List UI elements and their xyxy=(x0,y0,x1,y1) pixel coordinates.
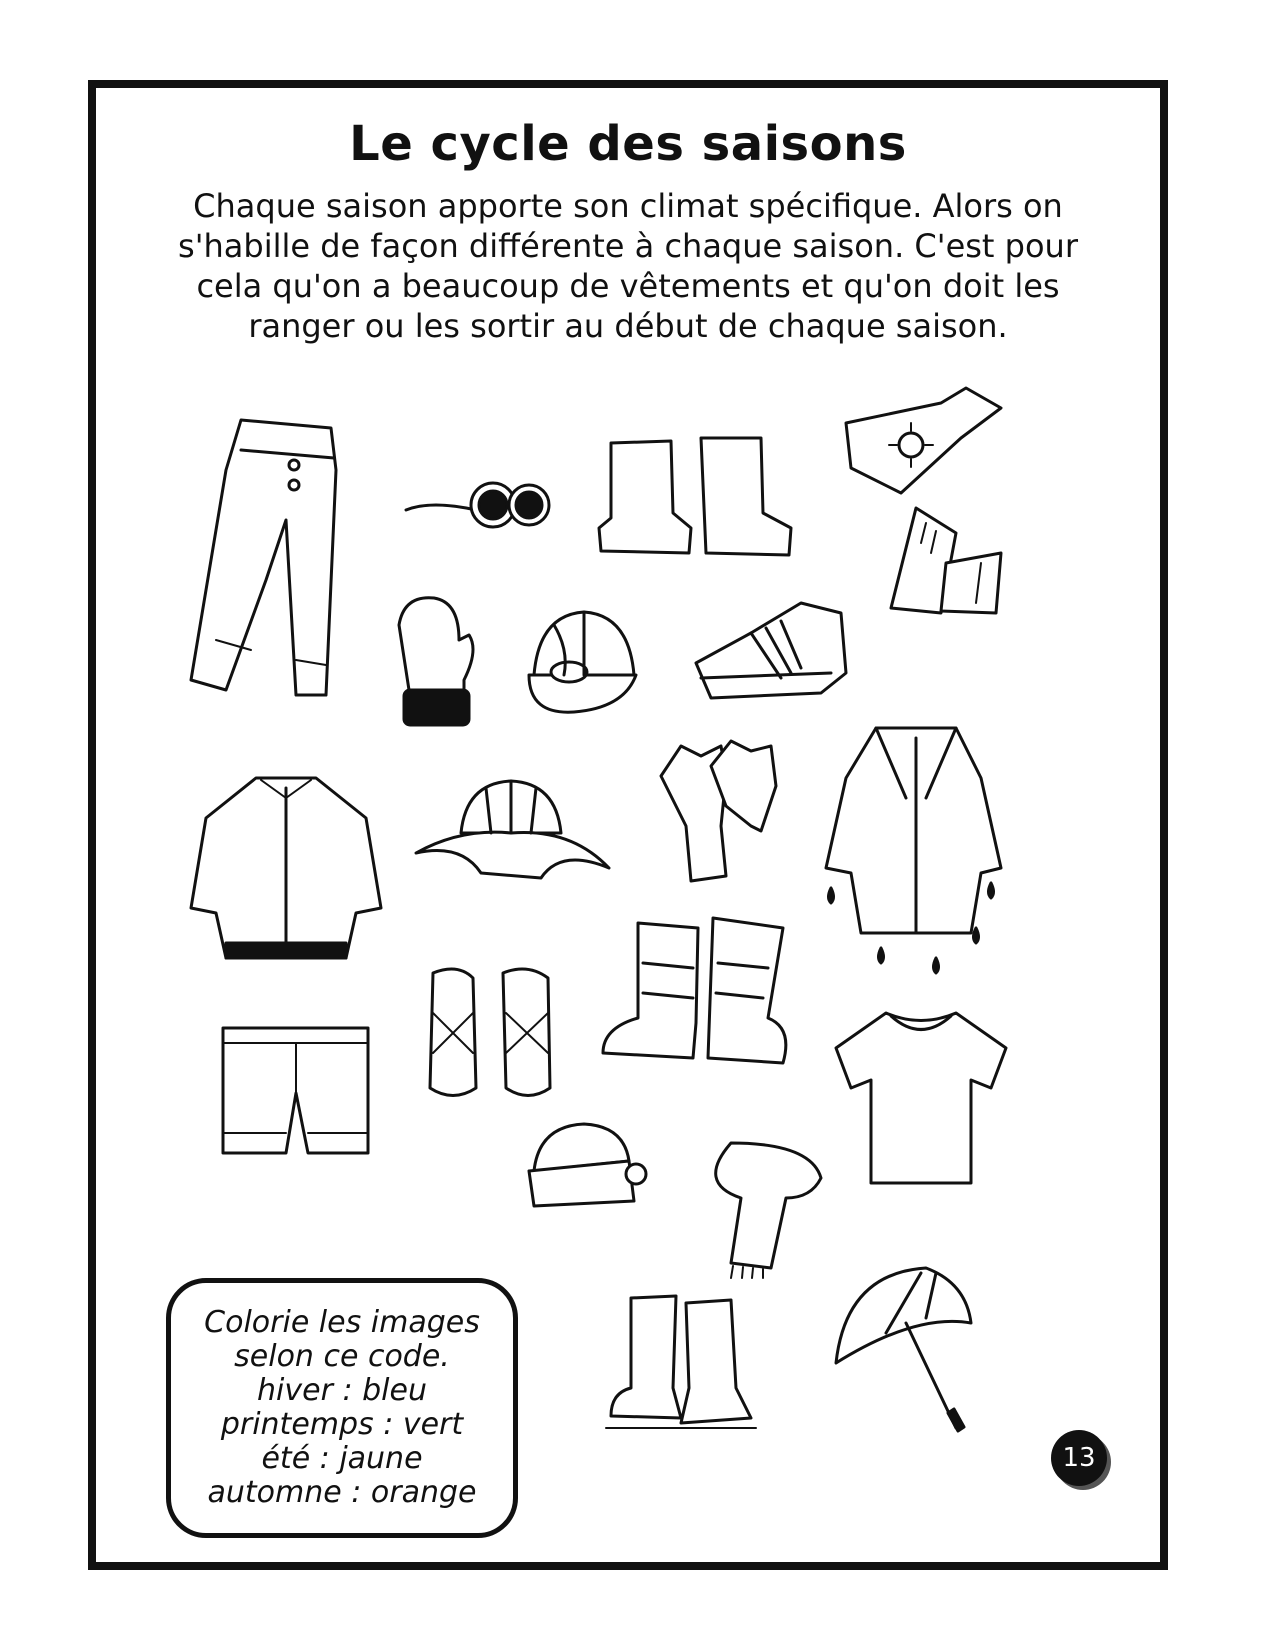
intro-line: s'habille de façon différente à chaque saison. C'est pour xyxy=(178,227,1078,265)
swimsuit-icon xyxy=(841,383,1006,498)
rain-hat-icon xyxy=(411,773,611,883)
worksheet-frame xyxy=(88,80,1168,1570)
sandals-icon xyxy=(418,963,563,1103)
intro-line: ranger ou les sortir au début de chaque saison. xyxy=(248,307,1008,345)
raincoat-icon xyxy=(821,718,1011,978)
page-title: Le cycle des saisons xyxy=(349,116,907,172)
umbrella-icon xyxy=(826,1263,976,1433)
rubber-boots-icon xyxy=(601,1288,761,1433)
page-number: 13 xyxy=(1051,1430,1107,1486)
intro-line: Chaque saison apporte son climat spécifique. Alors on xyxy=(193,187,1063,225)
gloves-icon xyxy=(651,736,781,886)
scarf-icon xyxy=(691,1138,831,1278)
shorts-icon xyxy=(218,1023,373,1163)
arm-warmers-icon xyxy=(886,503,1006,618)
legend-line: printemps : vert xyxy=(220,1407,464,1442)
color-code-legend xyxy=(166,1278,518,1538)
sunglasses-icon xyxy=(401,470,551,540)
sneaker-icon xyxy=(691,593,851,703)
pants-icon xyxy=(186,410,356,700)
legend-line: été : jaune xyxy=(261,1441,423,1476)
snow-boots-icon xyxy=(591,433,801,558)
cap-icon xyxy=(524,600,644,720)
intro-line: cela qu'on a beaucoup de vêtements et qu'on doit les xyxy=(196,267,1060,305)
tshirt-icon xyxy=(831,1008,1011,1188)
legend-line: automne : orange xyxy=(207,1475,477,1510)
mitten-icon xyxy=(389,590,479,730)
winter-boots-icon xyxy=(598,913,793,1068)
legend-line: hiver : bleu xyxy=(257,1373,427,1408)
intro-paragraph xyxy=(136,186,1120,346)
legend-line: Colorie les images xyxy=(204,1305,480,1340)
tuque-icon xyxy=(524,1116,649,1211)
jacket-icon xyxy=(186,768,386,963)
legend-line: selon ce code. xyxy=(234,1339,450,1374)
